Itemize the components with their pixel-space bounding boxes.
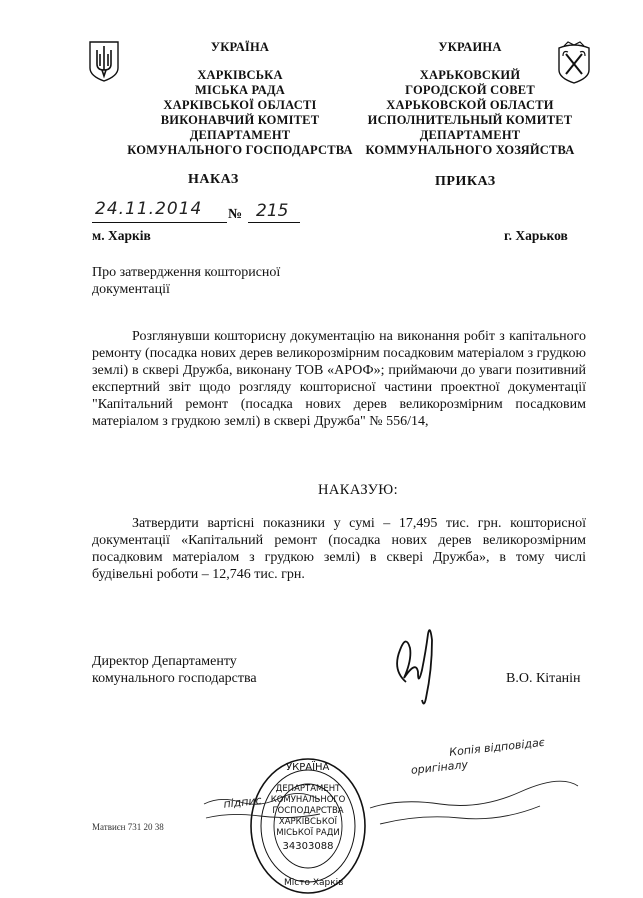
signature-name: В.О. Кітанін xyxy=(506,671,581,686)
handwritten-note-line: Копія відповідає xyxy=(448,735,546,759)
signature-mark-icon xyxy=(388,620,448,710)
signature-title-line: Директор Департаменту xyxy=(92,654,237,669)
stamp-line: ХАРКІВСЬКОЇ xyxy=(278,817,338,827)
header-right-line: ДЕПАРТАМЕНТ xyxy=(419,128,521,142)
header-left-line: ХАРКІВСЬКОЇ ОБЛАСТІ xyxy=(163,98,317,112)
order-title: НАКАЗУЮ: xyxy=(318,482,399,498)
header-right-country: УКРАИНА xyxy=(438,40,502,54)
header-left-line: ДЕПАРТАМЕНТ xyxy=(189,128,291,142)
city-right: г. Харьков xyxy=(504,228,568,243)
header-right-line: КОММУНАЛЬНОГО ХОЗЯЙСТВА xyxy=(365,143,575,157)
preamble-paragraph: Розглянувши кошторисну документацію на виконання робіт з капітального ремонту (посадка нових дерев великорозмірним посадковим матеріалом з грудкою землі) в сквері Дружба, виконану ТОВ «АРОФ»; приймаючи до уваги позитивний експертний звіт щодо розгляду кошторисної частини проектної документації "Капітальний ремонт (посадка нових дерев великорозмірним посадковим матеріалом з грудкою землі) в сквері Дружба" № 556/14, xyxy=(92,329,586,429)
handwritten-note-line: оригіналу xyxy=(410,757,469,777)
header-left-line: ХАРКІВСЬКА xyxy=(197,68,283,82)
order-paragraph: Затвердити вартісні показники у сумі – 17,495 тис. грн. кошторисної документації «Капітальний ремонт (посадка нових дерев великорозмірним посадковим матеріалом з грудкою землі) в сквері Дружба», в тому числі будівельні роботи – 12,746 тис. грн. xyxy=(92,516,586,582)
subject xyxy=(92,264,352,298)
executor-note: Матвиєн 731 20 38 xyxy=(92,822,164,832)
signature-title xyxy=(92,653,257,687)
order-word-right: ПРИКАЗ xyxy=(435,174,496,189)
stamp-top-text: УКРАЇНА xyxy=(286,762,330,773)
header-left-line: МІСЬКА РАДА xyxy=(194,83,286,97)
subject-line: Про затвердження кошторисної xyxy=(92,265,281,280)
stamp-code: 34303088 xyxy=(282,841,334,852)
header-right-line: ГОРОДСКОЙ СОВЕТ xyxy=(405,83,535,97)
number-label: № xyxy=(228,207,243,222)
header-left-country: УКРАЇНА xyxy=(210,40,270,54)
handwritten-scribble-icon xyxy=(200,778,580,838)
stamp-bottom-text: Місто Харків xyxy=(284,878,344,888)
order-word-left: НАКАЗ xyxy=(188,172,239,187)
header-right-line: ХАРЬКОВСКОЙ ОБЛАСТИ xyxy=(386,98,554,112)
city-left: м. Харків xyxy=(92,228,151,243)
order-date: 24.11.2014 xyxy=(95,199,203,219)
subject-line: документації xyxy=(92,282,170,297)
handwritten-note-line: підпис xyxy=(222,793,263,811)
header-left-line: КОМУНАЛЬНОГО ГОСПОДАРСТВА xyxy=(127,143,353,157)
header-right xyxy=(345,40,595,158)
stamp-line: КОМУНАЛЬНОГО xyxy=(270,795,346,805)
stamp-line: ГОСПОДАРСТВА xyxy=(272,806,344,816)
order-number: 215 xyxy=(256,201,289,221)
date-underline xyxy=(92,222,227,223)
header-left-line: ВИКОНАВЧИЙ КОМІТЕТ xyxy=(160,113,320,127)
number-underline xyxy=(248,222,300,223)
stamp-line: ДЕПАРТАМЕНТ xyxy=(275,784,341,794)
header-left xyxy=(110,40,370,158)
header-right-line: ХАРЬКОВСКИЙ xyxy=(419,68,521,82)
stamp-line: МІСЬКОЇ РАДИ xyxy=(276,828,340,838)
signature-title-line: комунального господарства xyxy=(92,671,257,686)
header-right-line: ИСПОЛНИТЕЛЬНЫЙ КОМИТЕТ xyxy=(367,113,573,127)
